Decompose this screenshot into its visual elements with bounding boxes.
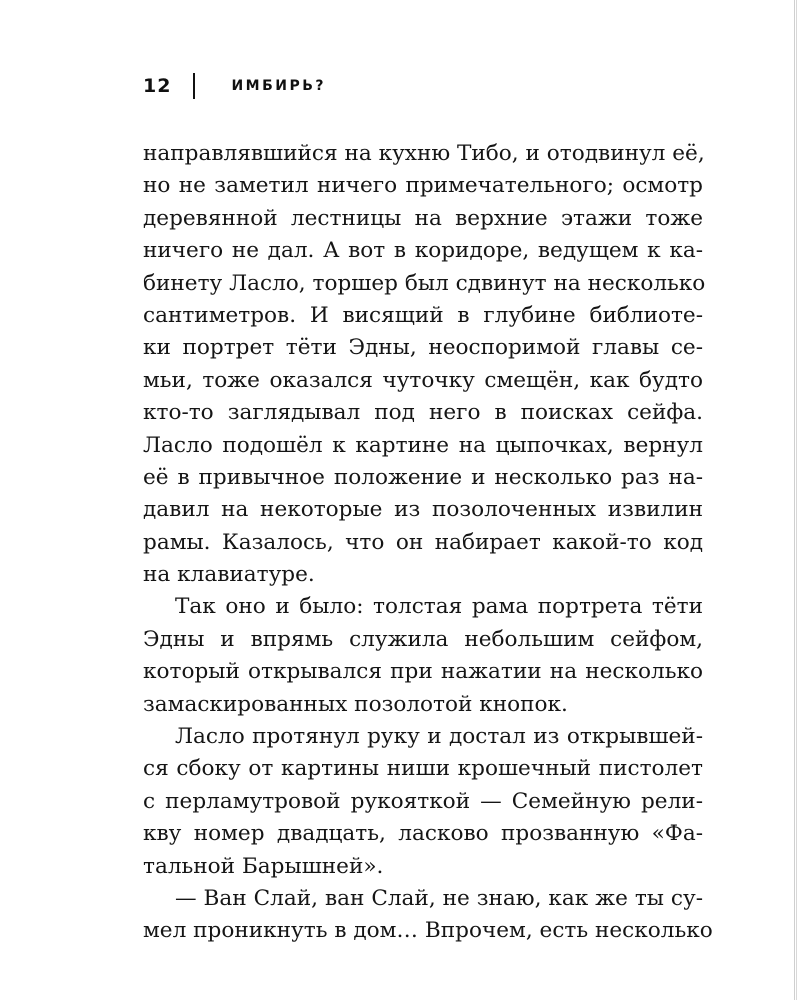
text-line: Эдны и впрямь служила небольшим сейфом, bbox=[143, 626, 703, 652]
text-line: мьи, тоже оказался чуточку смещён, как будто bbox=[143, 367, 703, 393]
text-line: давил на некоторые из позолоченных извилин bbox=[143, 497, 703, 523]
text-line: тальной Барышней». bbox=[143, 853, 384, 879]
text-line: сантиметров. И висящий в глубине библиоте- bbox=[143, 302, 703, 328]
header-divider bbox=[193, 73, 195, 99]
page-number: 12 bbox=[143, 75, 172, 97]
running-title: ИМБИРЬ? bbox=[231, 78, 327, 94]
text-line: ся сбоку от картины ниши крошечный пистолет bbox=[143, 756, 703, 782]
text-line: мел проникнуть в дом… Впрочем, есть несколько bbox=[143, 918, 713, 944]
text-line: ничего не дал. А вот в коридоре, ведущем к ка- bbox=[143, 238, 703, 264]
text-line: Так оно и было: толстая рама портрета тёти bbox=[175, 594, 703, 620]
text-line: замаскированных позолотой кнопок. bbox=[143, 691, 568, 717]
text-line: кву номер двадцать, ласково прозванную «Фа- bbox=[143, 821, 703, 847]
text-line: — Ван Слай, ван Слай, не знаю, как же ты су- bbox=[175, 885, 703, 911]
text-line: с перламутровой рукояткой — Семейную рели- bbox=[143, 788, 703, 814]
text-line: на клавиатуре. bbox=[143, 562, 315, 588]
text-line: Ласло протянул руку и достал из открывшей- bbox=[175, 724, 703, 750]
text-line: деревянной лестницы на верхние этажи тоже bbox=[143, 205, 703, 231]
text-line: её в привычное положение и несколько раз на- bbox=[143, 464, 703, 490]
text-line: ки портрет тёти Эдны, неоспоримой главы се- bbox=[143, 335, 703, 361]
text-line: который открывался при нажатии на несколько bbox=[143, 659, 703, 685]
body-text bbox=[143, 138, 713, 948]
text-line: направлявшийся на кухню Тибо, и отодвинул её, bbox=[143, 141, 705, 166]
text-line: рамы. Казалось, что он набирает какой-то код bbox=[143, 529, 703, 555]
text-line: но не заметил ничего примечательного; осмотр bbox=[143, 173, 703, 199]
page-edge bbox=[792, 0, 800, 1000]
text-line: кто-то заглядывал под него в поисках сейфа. bbox=[143, 400, 703, 426]
text-line: Ласло подошёл к картине на цыпочках, вернул bbox=[143, 432, 703, 458]
text-line: бинету Ласло, торшер был сдвинут на несколько bbox=[143, 270, 706, 296]
running-header bbox=[143, 72, 326, 100]
